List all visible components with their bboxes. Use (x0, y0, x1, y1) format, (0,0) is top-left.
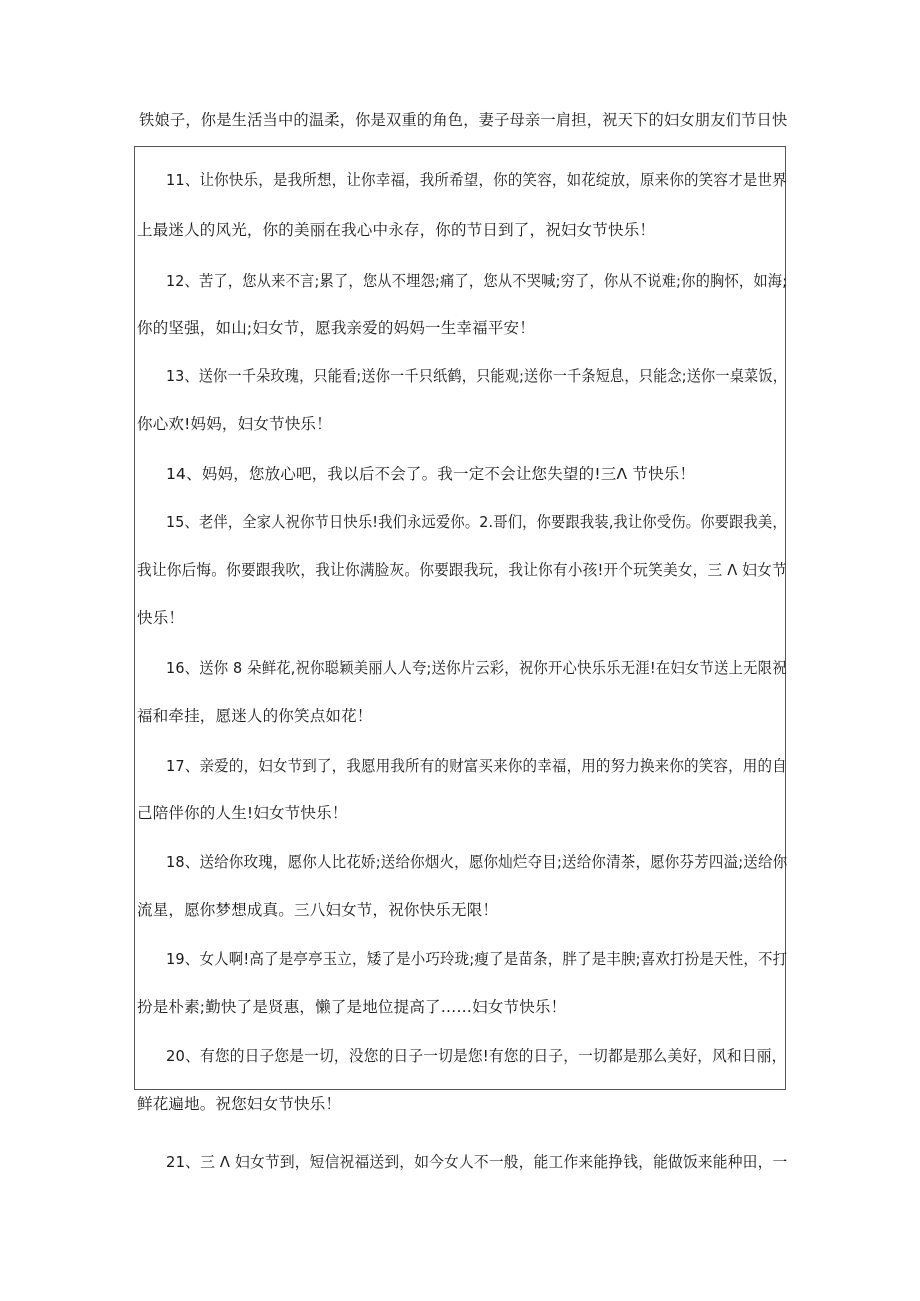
text-line: 鲜花遍地。祝您妇女节快乐！ (137, 1095, 342, 1113)
text-line: 你心欢!妈妈，妇女节快乐！ (137, 415, 332, 433)
text-line: 16、送你 8 朵鲜花,祝你聪颖美丽人人夸;送你片云彩，祝你开心快乐乐无涯!在妇女节送上无限祝 (166, 659, 787, 677)
text-line: 快乐！ (137, 609, 185, 627)
text-line: 15、老伴，全家人祝你节日快乐!我们永远爱你。2.哥们，你要跟我装,我让你受伤。你要跟我美， (166, 513, 787, 531)
text-line: 17、亲爱的，妇女节到了，我愿用我所有的财富买来你的幸福，用的努力换来你的笑容，用的自 (166, 757, 787, 775)
text-line: 己陪伴你的人生!妇女节快乐！ (137, 804, 348, 822)
text-line: 铁娘子，你是生活当中的温柔，你是双重的角色，妻子母亲一肩担，祝天下的妇女朋友们节日快 (139, 111, 788, 129)
text-line: 扮是朴素;勤快了是贤惠，懒了是地位提高了……妇女节快乐！ (137, 998, 567, 1016)
text-line: 18、送给你玫瑰，愿你人比花娇;送给你烟火，愿你灿烂夺目;送给你清茶，愿你芬芳四溢;送给你 (166, 853, 788, 871)
text-line: 19、女人啊!高了是亭亭玉立，矮了是小巧玲珑;瘦了是苗条，胖了是丰腴;喜欢打扮是天性，不打 (166, 950, 788, 968)
text-line: 11、让你快乐，是我所想，让你幸福，我所希望，你的笑容，如花绽放，原来你的笑容才是世界 (166, 171, 787, 189)
text-line: 你的坚强，如山;妇女节，愿我亲爱的妈妈一生幸福平安！ (137, 319, 535, 337)
text-line: 福和牵挂，愿迷人的你笑点如花！ (137, 707, 373, 725)
text-line: 21、三 Λ 妇女节到，短信祝福送到，如今女人不一般，能工作来能挣钱，能做饭来能种田，一 (166, 1153, 788, 1171)
text-line: 20、有您的日子您是一切，没您的日子一切是您!有您的日子，一切都是那么美好，风和日丽， (166, 1047, 787, 1065)
text-line: 12、苦了，您从来不言;累了，您从不埋怨;痛了，您从不哭喊;穷了，你从不说难;你的胸怀，如海; (166, 272, 788, 290)
text-line: 流星，愿你梦想成真。三八妇女节，祝你快乐无限！ (137, 901, 499, 919)
text-line: 14、妈妈，您放心吧，我以后不会了。我一定不会让您失望的!三Λ 节快乐！ (166, 465, 696, 483)
text-line: 上最迷人的风光，你的美丽在我心中永存，你的节日到了，祝妇女节快乐！ (137, 221, 656, 239)
text-line: 13、送你一千朵玫瑰，只能看;送你一千只纸鹤，只能观;送你一千条短息，只能念;送你一桌菜饭， (166, 367, 788, 385)
text-line: 我让你后悔。你要跟我吹，我让你满脸灰。你要跟我玩，我让你有小孩!开个玩笑美女，三 Λ 妇女节 (137, 561, 787, 579)
